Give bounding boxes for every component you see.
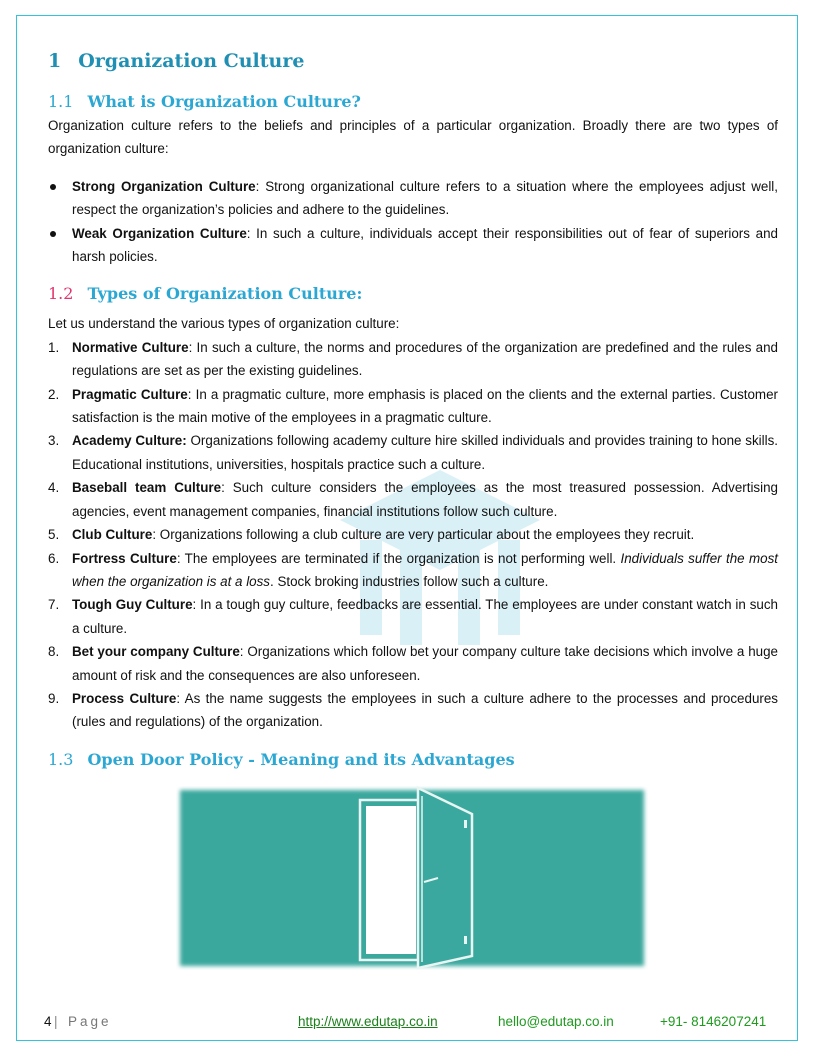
- list-item: 8. Bet your company Culture: Organizations which follow bet your company culture take decisions which involve a huge amount of risk and the consequences are also unforeseen.: [48, 644, 778, 683]
- document-body: [48, 46, 778, 772]
- list-item: Weak Organization Culture: In such a culture, individuals accept their responsibilities out of fear of superiors and harsh policies.: [48, 222, 778, 269]
- culture-types-list: [48, 336, 778, 734]
- list-item: 4. Baseball team Culture: Such culture considers the employees as the most treasured possession. Advertising agencies, event management companies, financial institutions follow such culture.: [48, 480, 778, 519]
- subheading-1-2: [48, 282, 778, 306]
- subheading-title: Open Door Policy - Meaning and its Advantages: [87, 749, 515, 769]
- subheading-number: 1.3: [48, 749, 74, 769]
- footer-separator: |: [54, 1014, 58, 1029]
- list-item: 2. Pragmatic Culture: In a pragmatic culture, more emphasis is placed on the clients and the external parties. Customer satisfaction is the main motive of the employees in a pragmatic culture.: [48, 386, 778, 426]
- open-door-illustration: [176, 786, 648, 970]
- subheading-number: 1.2: [48, 284, 74, 304]
- list-item: 9. Process Culture: As the name suggests the employees in such a culture adhere to the processes and procedures (rules and regulations) of the organization.: [48, 690, 778, 730]
- page-number: 4: [44, 1014, 52, 1029]
- phone-number: +91- 8146207241: [660, 1014, 767, 1029]
- intro-paragraph: Organization culture refers to the beliefs and principles of a particular organization. Broadly there are two types of organization culture:: [48, 118, 778, 157]
- subheading-number: 1.1: [48, 92, 74, 111]
- list-item: 6. Fortress Culture: The employees are terminated if the organization is not performing well. Individuals suffer the most when the organization is at a loss. Stock broking industries follow such a culture.: [48, 550, 779, 589]
- list-item: 1. Normative Culture: In such a culture, the norms and procedures of the organization are predefined and the rules and regulations are set as per the existing guidelines.: [48, 339, 778, 379]
- list-item: 7. Tough Guy Culture: In a tough guy culture, feedbacks are essential. The employees are under constant watch in such a culture.: [48, 597, 778, 636]
- heading-number: 1: [48, 50, 62, 72]
- page-label: Page: [68, 1014, 112, 1029]
- page-footer: [44, 1014, 780, 1036]
- website-link[interactable]: http://www.edutap.co.in: [298, 1014, 438, 1029]
- culture-bullet-list: [48, 175, 778, 269]
- list-item: 3. Academy Culture: Organizations following academy culture hire skilled individuals and provides training to hone skills. Educational institutions, universities, hospitals practice such a culture.: [48, 433, 779, 472]
- subheading-1-3: [48, 748, 778, 772]
- section-heading-1: [48, 46, 778, 76]
- open-door-panel: [418, 788, 472, 968]
- heading-title: Organization Culture: [78, 50, 305, 72]
- list-item: 5. Club Culture: Organizations following a club culture are very particular about the employees they recruit.: [48, 527, 695, 543]
- subheading-1-1: [48, 90, 778, 114]
- subheading-title: What is Organization Culture?: [87, 92, 361, 111]
- types-intro: Let us understand the various types of organization culture:: [48, 316, 400, 332]
- door-opening: [366, 806, 416, 954]
- email-link[interactable]: hello@edutap.co.in: [498, 1014, 614, 1029]
- subheading-title: Types of Organization Culture:: [87, 284, 363, 304]
- list-item: Strong Organization Culture: Strong organizational culture refers to a situation where the employees adjust well, respect the organization’s policies and adhere to the guidelines.: [48, 175, 778, 222]
